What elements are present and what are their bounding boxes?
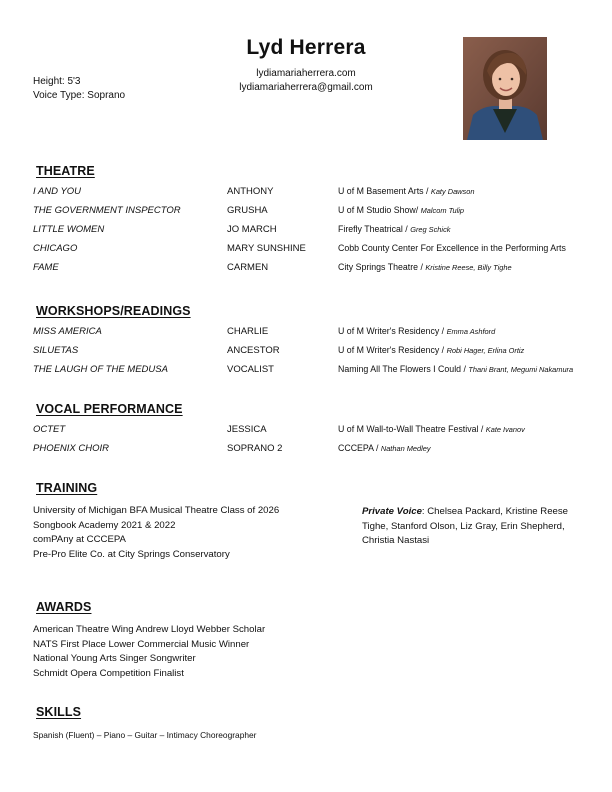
table-row [0,224,612,238]
training-list [33,504,279,562]
role: SOPRANO 2 [227,443,283,454]
email: lydiamariaherrera@gmail.com [239,82,373,93]
venue: Firefly Theatrical / Greg Schick [338,224,451,234]
venue: U of M Writer's Residency / Emma Ashford [338,326,496,336]
height-stat: Height: 5'3 [33,76,81,87]
show-title: LITTLE WOMEN [33,224,105,235]
role: JESSICA [227,424,267,435]
list-item: Schmidt Opera Competition Finalist [33,667,184,679]
director: Greg Schick [410,225,451,234]
awards-heading: AWARDS [36,600,92,614]
performer-name: Lyd Herrera [246,36,366,59]
theatre-heading: THEATRE [36,164,95,178]
director: Nathan Medley [380,444,431,453]
show-title: FAME [33,262,59,273]
director: Emma Ashford [446,327,496,336]
vocal-heading: VOCAL PERFORMANCE [36,402,183,416]
private-voice-label: Private Voice [362,506,422,517]
list-item: National Young Arts Singer Songwriter [33,653,196,664]
table-row [0,443,612,457]
role: JO MARCH [227,224,277,235]
venue: U of M Basement Arts / Katy Dawson [338,186,475,196]
role: GRUSHA [227,205,268,216]
table-row [0,364,612,378]
table-row [0,186,612,200]
venue: City Springs Theatre / Kristine Reese, Billy Tighe [338,262,512,272]
table-row [0,326,612,340]
venue: U of M Writer's Residency / Robi Hager, Erlina Ortiz [338,345,525,355]
role: ANCESTOR [227,345,280,356]
show-title: THE GOVERNMENT INSPECTOR [33,205,181,216]
director: Malcom Tulip [420,206,465,215]
director: Thani Brant, Megumi Nakamura [468,365,574,374]
skills-heading: SKILLS [36,705,82,719]
role: CHARLIE [227,326,269,337]
private-voice [362,505,572,549]
skills-text: Spanish (Fluent) – Piano – Guitar – Intimacy Choreographer [33,730,257,740]
show-title: PHOENIX CHOIR [33,443,110,454]
workshops-heading: WORKSHOPS/READINGS [36,304,191,318]
training-heading: TRAINING [36,481,98,495]
role: MARY SUNSHINE [227,243,306,254]
table-row [0,262,612,276]
venue: Naming All The Flowers I Could / Thani Brant, Megumi Nakamura [338,364,574,374]
role: CARMEN [227,262,269,273]
list-item: NATS First Place Lower Commercial Music Winner [33,638,250,650]
list-item: comPAny at CCCEPA [33,534,126,545]
table-row [0,205,612,219]
director: Robi Hager, Erlina Ortiz [446,346,525,355]
list-item: American Theatre Wing Andrew Lloyd Webber Scholar [33,624,266,635]
show-title: SILUETAS [33,345,79,356]
awards-list [33,623,265,681]
venue: U of M Studio Show/ Malcom Tulip [338,205,465,215]
table-row [0,345,612,359]
table-row [0,424,612,438]
show-title: THE LAUGH OF THE MEDUSA [33,364,168,375]
director: Kate Ivanov [485,425,525,434]
headshot-photo [463,37,547,140]
website: lydiamariaherrera.com [256,68,356,79]
director: Katy Dawson [430,187,475,196]
private-voice-teachers: : Chelsea Packard, Kristine Reese Tighe, Stanford Olson, Liz Gray, Erin Shepherd, Christia Nastasi [362,506,569,546]
show-title: I AND YOU [33,186,82,197]
venue: Cobb County Center For Excellence in the Performing Arts [338,243,566,253]
table-row [0,243,612,257]
show-title: MISS AMERICA [33,326,102,337]
list-item: Songbook Academy 2021 & 2022 [33,519,176,531]
voice-type-stat: Voice Type: Soprano [33,90,126,101]
show-title: OCTET [33,424,66,435]
venue: CCCEPA / Nathan Medley [338,443,431,453]
show-title: CHICAGO [33,243,78,254]
director: Kristine Reese, Billy Tighe [425,263,512,272]
role: ANTHONY [227,186,274,197]
list-item: University of Michigan BFA Musical Theatre Class of 2026 [33,505,280,516]
list-item: Pre-Pro Elite Co. at City Springs Conservatory [33,548,230,560]
role: VOCALIST [227,364,274,375]
venue: U of M Wall-to-Wall Theatre Festival / Kate Ivanov [338,424,525,434]
